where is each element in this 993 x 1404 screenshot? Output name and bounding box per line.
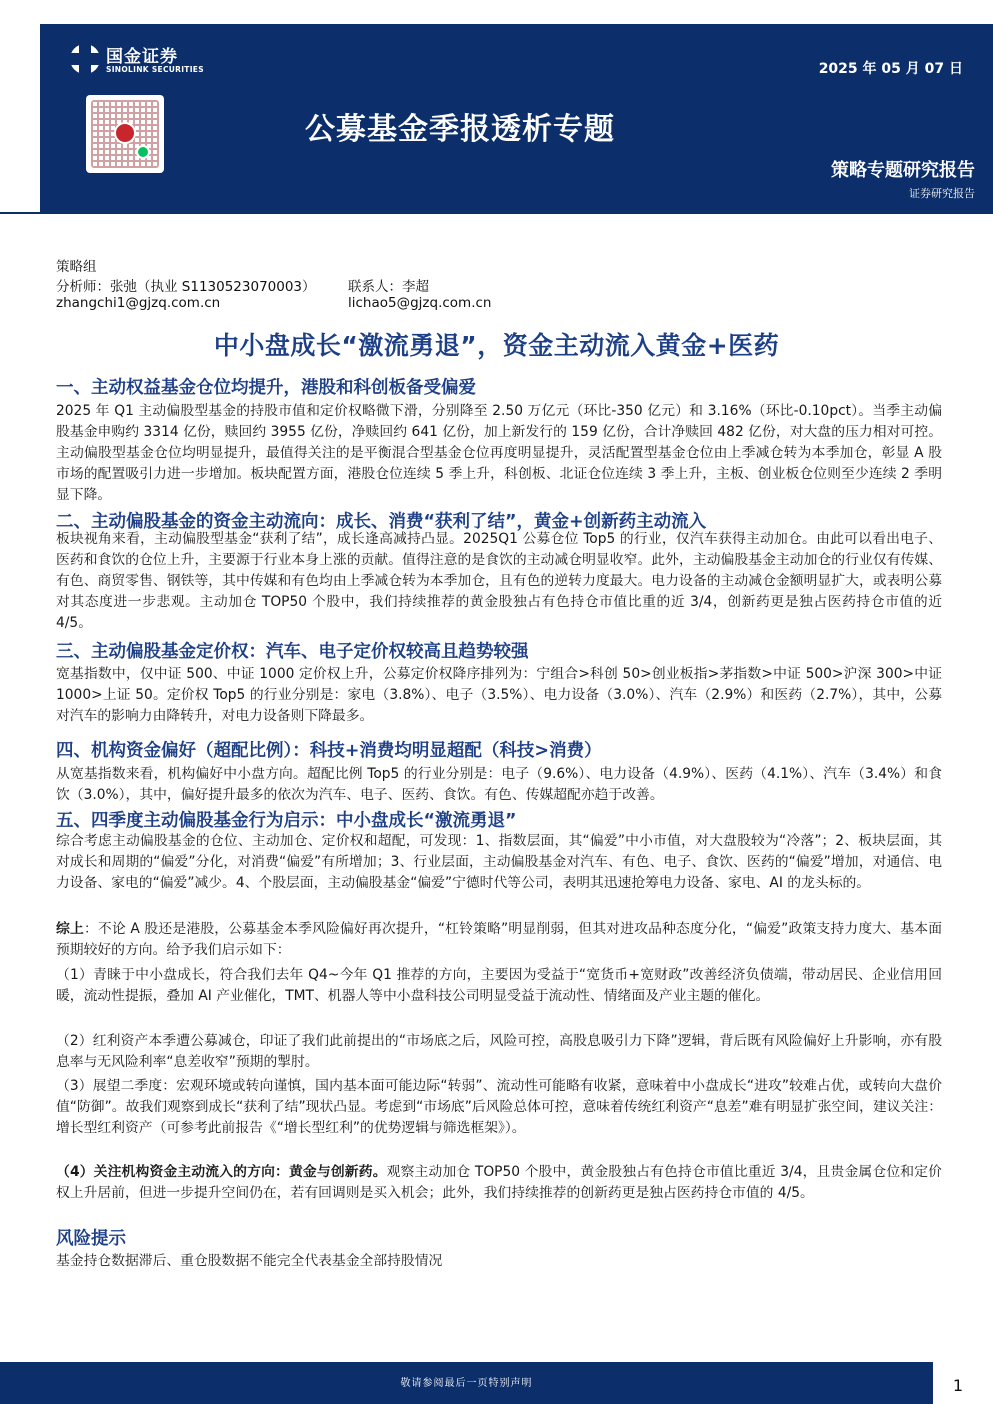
risk-body: 基金持仓数据滞后、重仓股数据不能完全代表基金全部持股情况 <box>56 1253 443 1269</box>
summary-paragraph <box>56 919 942 961</box>
section-body-1: 2025 年 Q1 主动偏股型基金的持股市值和定价权略微下滑，分别降至 2.50 万亿元（环比-350 亿元）和 3.16%（环比-0.10pct）。当季主动偏股基金申购约 3314 亿份，赎回约 3955 亿份，净赎回约 641 亿份，加上新发行的 159 亿份，合计净赎回 482 亿份，对大盘的压力相对可控。主动偏股型基金仓位均明显提升，最值得关注的是平衡混合型基金仓位再度明显提升，灵活配置型基金仓位由上季减仓转为本季加仓，彰显 A 股市场的配置吸引力进一步增加。板块配置方面，港股仓位连续 5 季上升，科创板、北证仓位连续 3 季上升，主板、创业板仓位则至少连续 2 季明显下降。 <box>56 403 942 503</box>
logo-mark-icon <box>70 44 100 74</box>
report-main-title: 中小盘成长“激流勇退”，资金主动流入黄金+医药 <box>213 331 780 360</box>
qr-code-icon <box>86 95 164 173</box>
qr-pattern <box>91 100 159 168</box>
qr-center-logo <box>114 122 136 144</box>
summary-intro: ：不论 A 股还是港股，公募基金本季风险偏好再次提升，“杠铃策略”明显削弱，但其对进攻品种态度分化，“偏爱”政策支持力度大、基本面预期较好的方向。给予我们启示如下： <box>56 921 943 958</box>
section-heading-1: 一、主动权益基金仓位均提升，港股和科创板备受偏爱 <box>56 378 476 398</box>
report-date: 2025 年 05 月 07 日 <box>818 61 963 77</box>
summary-point-1: （1）青睐于中小盘成长，符合我们去年 Q4~今年 Q1 推荐的方向，主要因为受益于“宽货币+宽财政”改善经济负债端，带动居民、企业信用回暖，流动性提振，叠加 AI 产业催化，TMT、机器人等中小盘科技公司明显受益于流动性、情绪面及产业主题的催化。 <box>56 967 942 1004</box>
section-body-3: 宽基指数中，仅中证 500、中证 1000 定价权上升，公募定价权降序排列为：宁组合>科创 50>创业板指>茅指数>中证 500>沪深 300>中证 1000>上证 50。定价权 Top5 的行业分别是：家电（3.8%）、电子（3.5%）、电力设备（3.0%）、汽车（2.9%）和医药（2.7%），其中，公募对汽车的影响力由降转升，对电力设备则下降最多。 <box>56 666 942 724</box>
section-body-4: 从宽基指数来看，机构偏好中小盘方向。超配比例 Top5 的行业分别是：电子（9.6%）、电力设备（4.9%）、医药（4.1%）、汽车（3.4%）和食饮（3.0%），其中，偏好提升最多的依次为汽车、电子、医药、食饮。有色、传媒超配亦趋于改善。 <box>56 766 942 803</box>
summary-point-3: （3）展望二季度：宏观环境或转向谨慎，国内基本面可能边际“转弱”、流动性可能略有收紧，意味着中小盘成长“进攻”较难占优，或转向大盘价值“防御”。故我们观察到成长“获利了结”现状凸显。考虑到“市场底”后风险总体可控，意味着传统红利资产“息差”难有明显扩张空间，建议关注：增长型红利资产（可参考此前报告《“增长型红利”的优势逻辑与筛选框架》）。 <box>56 1078 942 1136</box>
analyst-email[interactable]: zhangchi1@gjzq.com.cn <box>56 295 221 311</box>
page-number: 1 <box>952 1376 963 1395</box>
wechat-badge-icon <box>136 145 150 159</box>
company-logo <box>70 42 210 82</box>
risk-heading: 风险提示 <box>56 1229 126 1249</box>
footer-bar <box>0 1362 933 1404</box>
summary-point-2: （2）红利资产本季遭公募减仓，印证了我们此前提出的“市场底之后，风险可控，高股息吸引力下降”逻辑，背后既有风险偏好上升影响，亦有股息率与无风险利率“息差收窄”预期的掣肘。 <box>56 1033 942 1070</box>
section-heading-4: 四、机构资金偏好（超配比例）：科技+消费均明显超配（科技>消费） <box>56 741 602 761</box>
section-heading-3: 三、主动偏股基金定价权：汽车、电子定价权较高且趋势较强 <box>56 642 529 662</box>
summary-point-4-bold: （4）关注机构资金主动流入的方向：黄金与创新药。 <box>56 1164 387 1180</box>
summary-lead: 综上 <box>56 921 84 937</box>
section-body-5: 综合考虑主动偏股基金的仓位、主动加仓、定价权和超配，可发现：1、指数层面，其“偏爱”中小市值，对大盘股较为“冷落”；2、板块层面，其对成长和周期的“偏爱”分化，对消费“偏爱”有所增加；3、行业层面，主动偏股基金对汽车、有色、电子、食饮、医药的“偏爱”增加，对通信、电力设备、家电的“偏爱”减少。4、个股层面，主动偏股基金“偏爱”宁德时代等公司，表明其迅速抢筹电力设备、家电、AI 的龙头标的。 <box>56 833 942 891</box>
section-heading-2: 二、主动偏股基金的资金主动流向：成长、消费“获利了结”，黄金+创新药主动流入 <box>56 512 707 532</box>
summary-point-4 <box>56 1162 942 1204</box>
analyst-line: 分析师：张弛（执业 S1130523070003） <box>56 279 316 295</box>
section-heading-5: 五、四季度主动偏股基金行为启示：中小盘成长“激流勇退” <box>56 811 517 831</box>
contact-line: 联系人：李超 <box>348 279 429 295</box>
contact-email[interactable]: lichao5@gjzq.com.cn <box>348 295 492 311</box>
logo-text-en: SINOLINK SECURITIES <box>106 65 204 74</box>
report-series-title: 公募基金季报透析专题 <box>305 112 615 147</box>
report-type: 策略专题研究报告 <box>831 160 975 181</box>
team-name: 策略组 <box>56 259 97 275</box>
report-subtype: 证券研究报告 <box>909 187 975 200</box>
header-rule <box>0 212 993 214</box>
logo-text-cn: 国金证券 <box>106 47 178 67</box>
section-body-2: 板块视角来看，主动偏股型基金“获利了结”，成长逢高减持凸显。2025Q1 公募仓位 Top5 的行业，仅汽车获得主动加仓。由此可以看出电子、医药和食饮的仓位上升，主要源于行业本身上涨的贡献。值得注意的是食饮的主动减仓明显收窄。此外，主动偏股基金主动加仓的行业仅有传媒、有色、商贸零售、钢铁等，其中传媒和有色均由上季减仓转为本季加仓，且有色的逆转力度最大。电力设备的主动减仓金额明显扩大，或表明公募对其态度进一步悲观。主动加仓 TOP50 个股中，我们持续推荐的黄金股独占有色持仓市值比重的近 3/4，创新药更是独占医药持仓市值的近 4/5。 <box>56 531 942 631</box>
footer-disclaimer: 敬请参阅最后一页特别声明 <box>400 1378 533 1389</box>
summary-point-4-rest: 观察主动加仓 TOP50 个股中，黄金股独占有色持仓市值比重近 3/4，且贵金属仓位和定价权上升居前，但进一步提升空间仍在，若有回调则是买入机会；此外，我们持续推荐的创新药更是独占医药持仓市值的 4/5。 <box>56 1164 942 1201</box>
